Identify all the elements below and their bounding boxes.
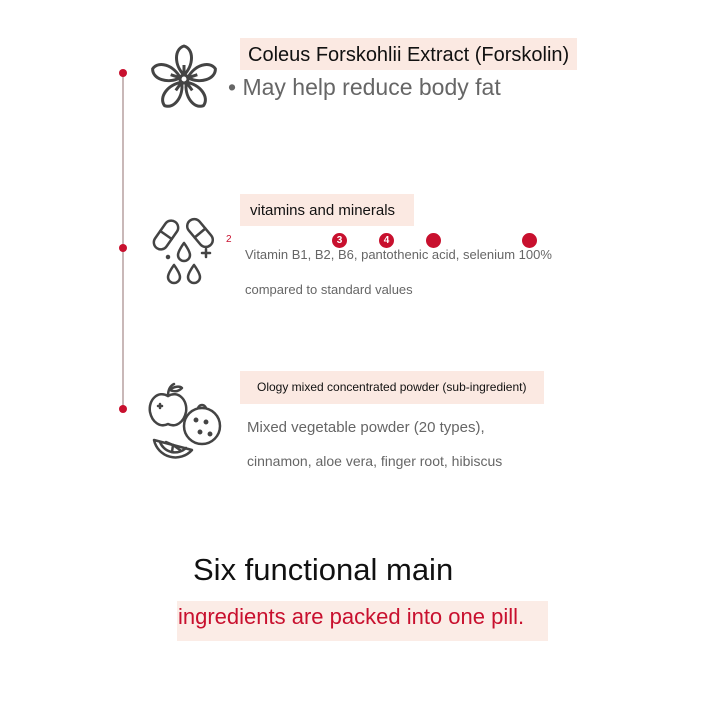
timeline-dot	[119, 405, 127, 413]
step-dot	[426, 233, 441, 248]
step-marker: 4	[379, 233, 394, 248]
capsules-drops-icon	[150, 215, 220, 291]
item-title: vitamins and minerals	[240, 194, 414, 226]
timeline-dot	[119, 69, 127, 77]
item-title: Coleus Forskohlii Extract (Forskolin)	[240, 38, 577, 70]
timeline-line	[122, 73, 124, 410]
item-description: Mixed vegetable powder (20 types),	[247, 419, 485, 436]
step-marker: 2	[226, 234, 232, 245]
timeline-dot	[119, 244, 127, 252]
flower-icon	[148, 42, 220, 114]
item-description: cinnamon, aloe vera, finger root, hibiscus	[247, 453, 503, 469]
item-description: Vitamin B1, B2, B6, pantothenic acid, selenium 100%	[245, 247, 552, 262]
subline: ingredients are packed into one pill.	[178, 604, 525, 629]
item-title: Ology mixed concentrated powder (sub-ingredient)	[240, 371, 544, 404]
headline: Six functional main	[193, 552, 454, 587]
step-dot	[522, 233, 537, 248]
fruits-icon	[146, 378, 228, 462]
item-description: • May help reduce body fat	[228, 74, 501, 100]
step-marker: 3	[332, 233, 347, 248]
item-description: compared to standard values	[245, 282, 413, 297]
